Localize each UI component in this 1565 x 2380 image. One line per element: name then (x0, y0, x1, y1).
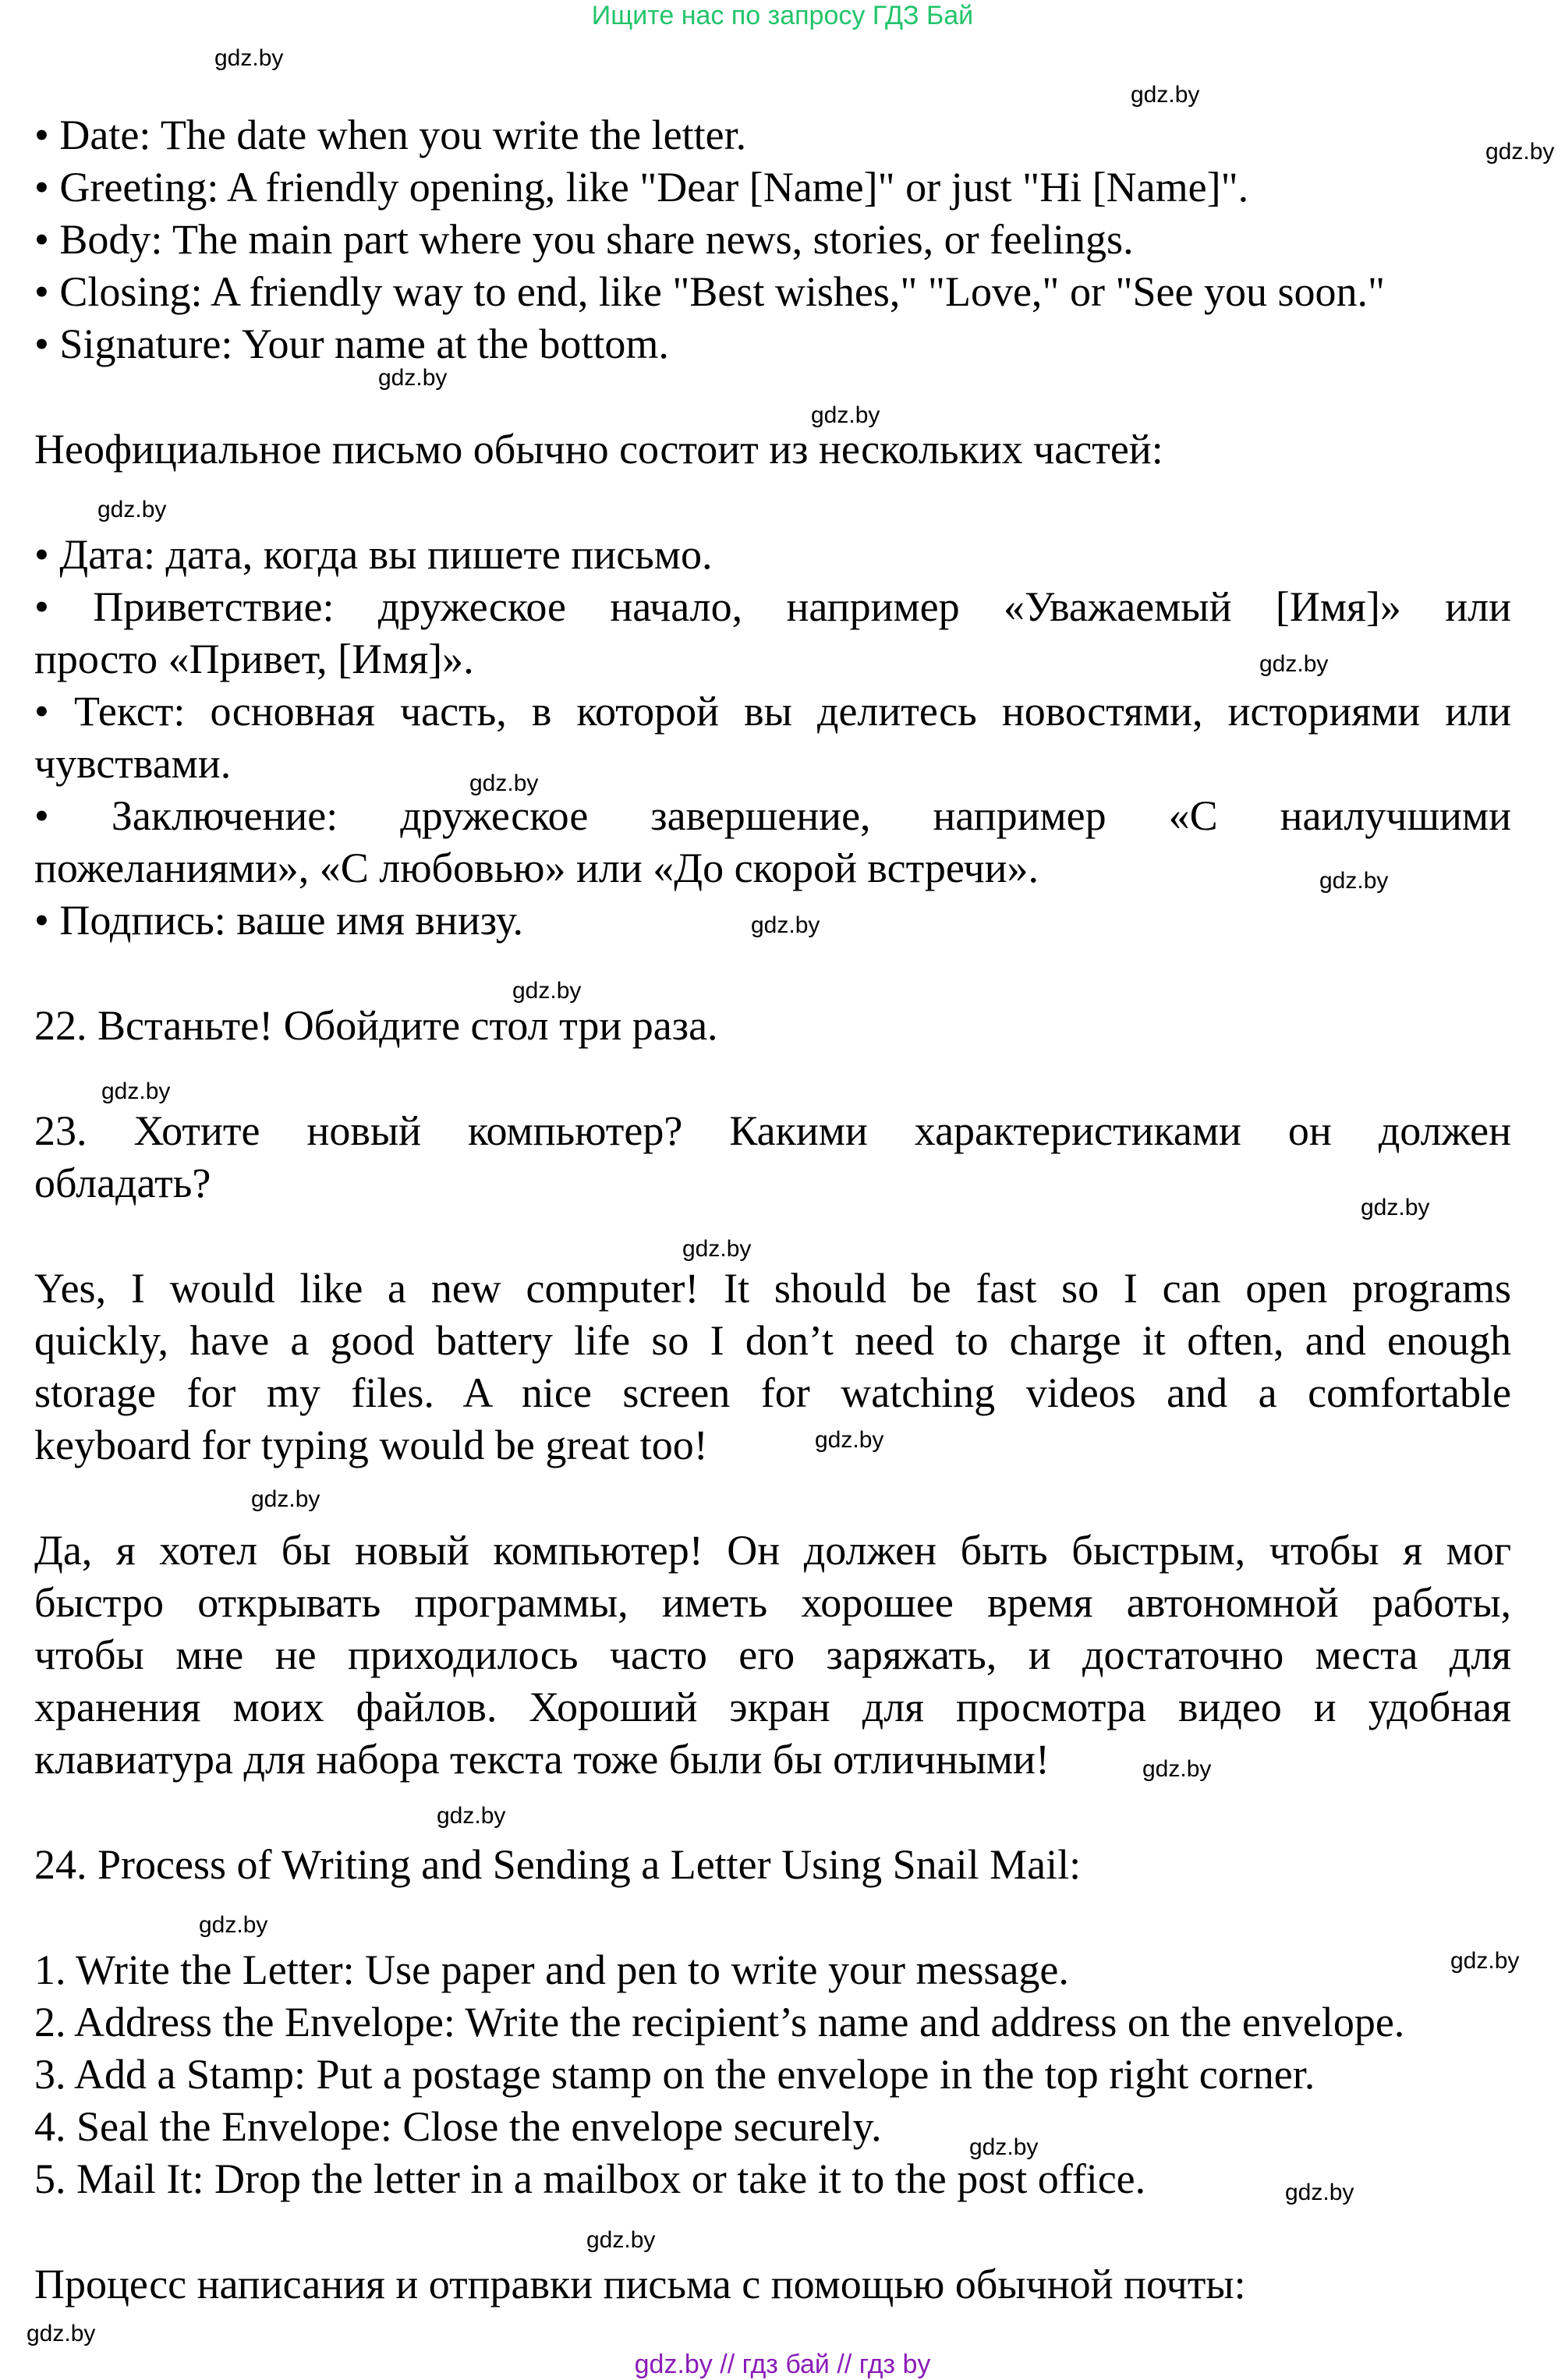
text-line-closing-ru-1: • Заключение: дружеское завершение, например «С наилучшими (34, 792, 1511, 839)
step-3: 3. Add a Stamp: Put a postage stamp on the envelope in the top right corner. (34, 2051, 1315, 2098)
text-line-body-ru-1: • Текст: основная часть, в которой вы делитесь новостями, историями или (34, 688, 1511, 735)
watermark-label: gdz.by (101, 1078, 171, 1104)
watermark-label: gdz.by (97, 497, 167, 522)
watermark-label: gdz.by (1361, 1195, 1430, 1220)
text-line-greeting-ru-2: просто «Привет, [Имя]». (34, 636, 474, 682)
text-line-intro-ru: Неофициальное письмо обычно состоит из нескольких частей: (34, 426, 1163, 473)
text-line-body: • Body: The main part where you share news, stories, or feelings. (34, 216, 1134, 263)
answer-23-ru-line-3: чтобы мне не приходилось часто его заряжать, и достаточно места для (34, 1631, 1511, 1678)
watermark-label: gdz.by (469, 770, 539, 796)
text-line-closing: • Closing: A friendly way to end, like "Best wishes," "Love," or "See you soon." (34, 268, 1386, 315)
watermark-label: gdz.by (586, 2227, 656, 2253)
question-24: 24. Process of Writing and Sending a Letter Using Snail Mail: (34, 1841, 1082, 1888)
text-line-closing-ru-2: пожеланиями», «С любовью» или «До скорой встречи». (34, 845, 1039, 891)
process-intro-ru: Процесс написания и отправки письма с помощью обычной почты: (34, 2261, 1246, 2307)
answer-23-ru-line-2: быстро открывать программы, иметь хорошее время автономной работы, (34, 1579, 1511, 1626)
top-banner-link[interactable]: Ищите нас по запросу ГДЗ Бай (591, 1, 974, 30)
watermark-label: gdz.by (1142, 1756, 1212, 1782)
watermark-label: gdz.by (751, 912, 820, 938)
step-2: 2. Address the Envelope: Write the recipient’s name and address on the envelope. (34, 1999, 1405, 2045)
question-23-line-2: обладать? (34, 1160, 211, 1206)
watermark-label: gdz.by (969, 2134, 1039, 2160)
watermark-label: gdz.by (1319, 868, 1389, 894)
answer-23-ru-line-5: клавиатура для набора текста тоже были бы отличными! (34, 1736, 1050, 1783)
watermark-label: gdz.by (682, 1236, 752, 1262)
watermark-label: gdz.by (1131, 82, 1200, 108)
text-line-signature: • Signature: Your name at the bottom. (34, 321, 669, 367)
watermark-label: gdz.by (815, 1427, 884, 1453)
text-line-date-ru: • Дата: дата, когда вы пишете письмо. (34, 531, 713, 578)
answer-23-en-line-3: storage for my files. A nice screen for watching videos and a comfortable (34, 1369, 1511, 1416)
watermark-label: gdz.by (811, 402, 880, 428)
watermark-label: gdz.by (199, 1912, 268, 1938)
watermark-label: gdz.by (27, 2321, 96, 2346)
text-line-date: • Date: The date when you write the letter. (34, 112, 747, 158)
watermark-label: gdz.by (1485, 139, 1555, 165)
footer-links[interactable]: gdz.by // гдз бай // гдз by (634, 2350, 931, 2379)
text-line-signature-ru: • Подпись: ваше имя внизу. (34, 897, 524, 944)
watermark-label: gdz.by (512, 978, 582, 1004)
text-line-greeting: • Greeting: A friendly opening, like "Dear [Name]" or just "Hi [Name]". (34, 164, 1249, 211)
watermark-label: gdz.by (1259, 651, 1329, 677)
text-line-body-ru-2: чувствами. (34, 740, 232, 787)
question-22: 22. Встаньте! Обойдите стол три раза. (34, 1002, 718, 1049)
step-5: 5. Mail It: Drop the letter in a mailbox or take it to the post office. (34, 2155, 1146, 2202)
answer-23-ru-line-1: Да, я хотел бы новый компьютер! Он должен быть быстрым, чтобы я мог (34, 1527, 1511, 1574)
watermark-label: gdz.by (251, 1486, 320, 1512)
watermark-label: gdz.by (1285, 2180, 1354, 2205)
answer-23-en-line-4: keyboard for typing would be great too! (34, 1422, 708, 1468)
watermark-label: gdz.by (378, 365, 448, 391)
step-4: 4. Seal the Envelope: Close the envelope securely. (34, 2103, 882, 2150)
watermark-label: gdz.by (214, 45, 284, 71)
answer-23-ru-line-4: хранения моих файлов. Хороший экран для просмотра видео и удобная (34, 1684, 1511, 1730)
step-1: 1. Write the Letter: Use paper and pen to write your message. (34, 1946, 1069, 1993)
question-23-line-1: 23. Хотите новый компьютер? Какими характеристиками он должен (34, 1107, 1511, 1154)
watermark-label: gdz.by (1450, 1948, 1520, 1974)
text-line-greeting-ru-1: • Приветствие: дружеское начало, например «Уважаемый [Имя]» или (34, 583, 1511, 630)
answer-23-en-line-2: quickly, have a good battery life so I don’t need to charge it often, and enough (34, 1317, 1511, 1364)
watermark-label: gdz.by (437, 1803, 506, 1829)
answer-23-en-line-1: Yes, I would like a new computer! It should be fast so I can open programs (34, 1265, 1511, 1312)
